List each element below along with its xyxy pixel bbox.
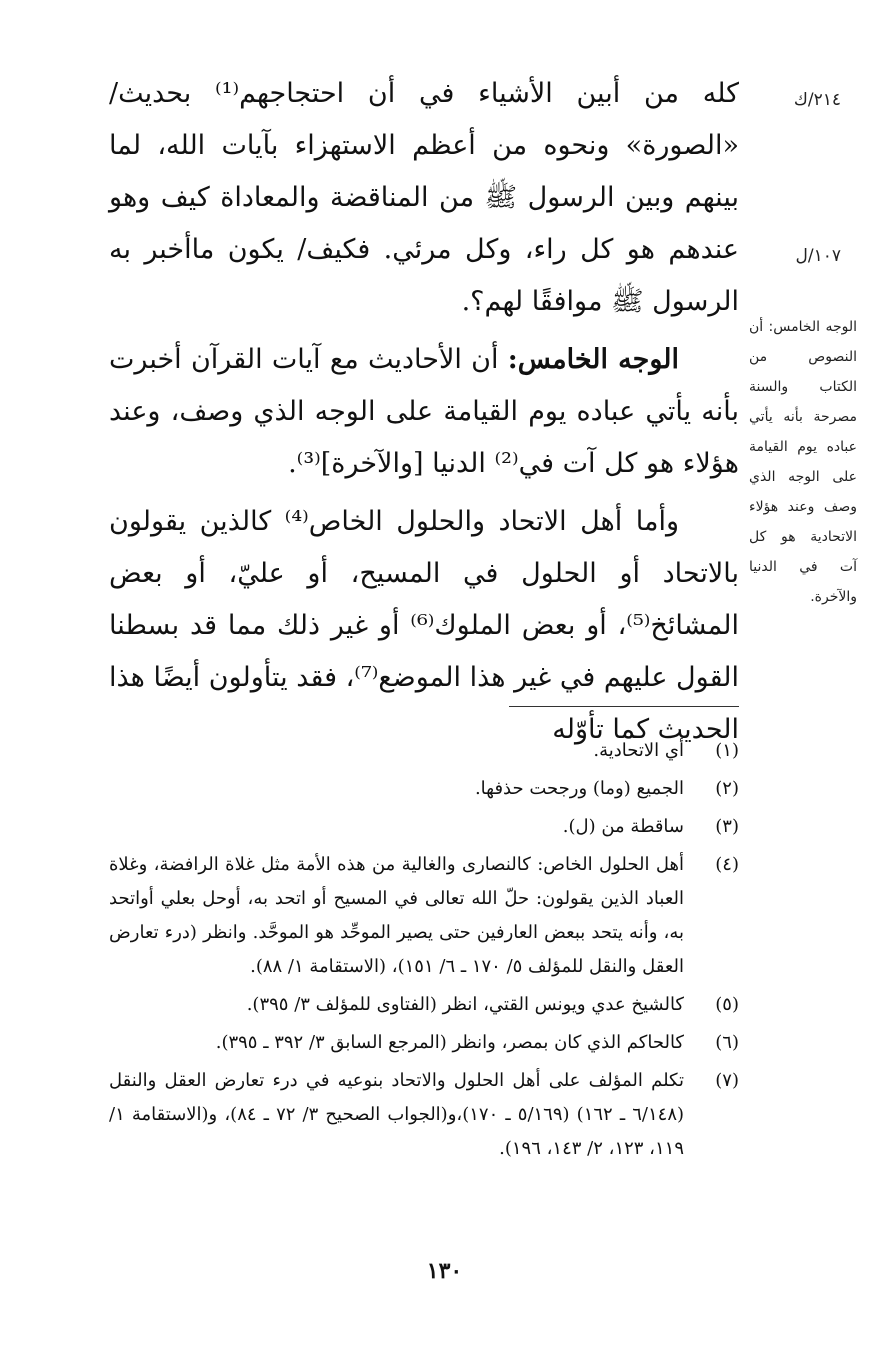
footnote-item xyxy=(109,848,739,984)
footnotes-list xyxy=(109,734,739,1170)
paragraph-2 xyxy=(109,334,739,490)
footnote-text: ساقطة من (ل). xyxy=(562,816,684,837)
footnote-text: أهل الحلول الخاص: كالنصارى والغالية من هذه الأمة مثل غلاة الرافضة، وغلاة العباد الذين يقولون: حلّ الله تعالى في المسيح أو اتحد به، أوحل بعلي أواتحد به، وأنه يتحد ببعض العارفين حتى يصير الموحِّد هو الموحَّد. وانظر (درء تعارض العقل والنقل للمؤلف ٥/ ١٧٠ ـ ٦/ ١٥١)، (الاستقامة ١/ ٨٨). xyxy=(109,854,684,977)
footnote-text: الجميع (وما) ورجحت حذفها. xyxy=(474,778,684,799)
footnote-number: (٥) xyxy=(715,994,739,1015)
footnote-number: (١) xyxy=(715,740,739,761)
footnote-item xyxy=(109,772,739,806)
page-number: ١٣٠ xyxy=(426,1258,463,1284)
footnote-number: (٤) xyxy=(715,854,739,875)
footnote-number: (٣) xyxy=(715,816,739,837)
footnote-text: كالحاكم الذي كان بمصر، وانظر (المرجع السابق ٣/ ٣٩٢ ـ ٣٩٥). xyxy=(215,1032,684,1053)
footnote-item xyxy=(109,810,739,844)
paragraph-3: وأما أهل الاتحاد والحلول الخاص⁽⁴⁾ كالذين يقولون بالاتحاد أو الحلول في المسيح، أو عليّ، أو بعض المشائخ⁽⁵⁾، أو بعض الملوك⁽⁶⁾ أو غير ذلك مما قد بسطنا القول عليهم في غير هذا الموضع⁽⁷⁾، فقد يتأولون أيضًا هذا الحديث كما تأوّله xyxy=(109,506,739,745)
footnote-divider xyxy=(509,706,739,707)
footnote-number: (٧) xyxy=(715,1070,739,1091)
footnote-item xyxy=(109,1026,739,1060)
footnote-text: أي الاتحادية. xyxy=(593,740,684,761)
footnote-text: تكلم المؤلف على أهل الحلول والاتحاد بنوعيه في درء تعارض العقل والنقل (٦/١٤٨ ـ ١٦٢) (٥/١٦٩ ـ ١٧٠)،و(الجواب الصحيح ٣/ ٧٢ ـ ٨٤)، و(الاستقامة ١/ ١١٩، ١٢٣، ٢/ ١٤٣، ١٩٦). xyxy=(109,1070,685,1159)
footnote-number: (٢) xyxy=(715,778,739,799)
paragraph-2-body: أن الأحاديث مع آيات القرآن أخبرت بأنه يأتي عباده يوم القيامة على الوجه الذي وصف، وعند هؤلاء هو كل آت في⁽²⁾ الدنيا [والآخرة]⁽³⁾. xyxy=(109,344,739,479)
footnote-text: كالشيخ عدي ويونس القتي، انظر (الفتاوى للمؤلف ٣/ ٣٩٥). xyxy=(246,994,684,1015)
paragraph-1: كله من أبين الأشياء في أن احتجاجهم⁽¹⁾ بحديث/ «الصورة» ونحوه من أعظم الاستهزاء بآيات الله، لما بينهم وبين الرسول ﷺ من المناقضة والمعاداة كيف وهو عندهم هو كل راء، وكل مرئي. فكيف/ يكون ماأخبر به الرسول ﷺ موافقًا لهم؟. xyxy=(109,78,740,317)
margin-ref-manuscript-l: ١٠٧/ل xyxy=(795,246,841,266)
footnote-number: (٦) xyxy=(715,1032,739,1053)
footnote-item xyxy=(109,734,739,768)
footnote-item xyxy=(109,988,739,1022)
main-text xyxy=(109,68,739,762)
section-heading: الوجه الخامس: xyxy=(507,344,679,375)
side-note: الوجه الخامس: أن النصوص من الكتاب والسنة مصرحة بأنه يأتي عباده يوم القيامة على الوجه الذي وصف وعند هؤلاء الاتحادية هو كل آت في الدنيا والآخرة. xyxy=(749,319,857,605)
margin-ref-manuscript-k: ٢١٤/ك xyxy=(793,90,841,110)
footnote-item xyxy=(109,1064,739,1166)
